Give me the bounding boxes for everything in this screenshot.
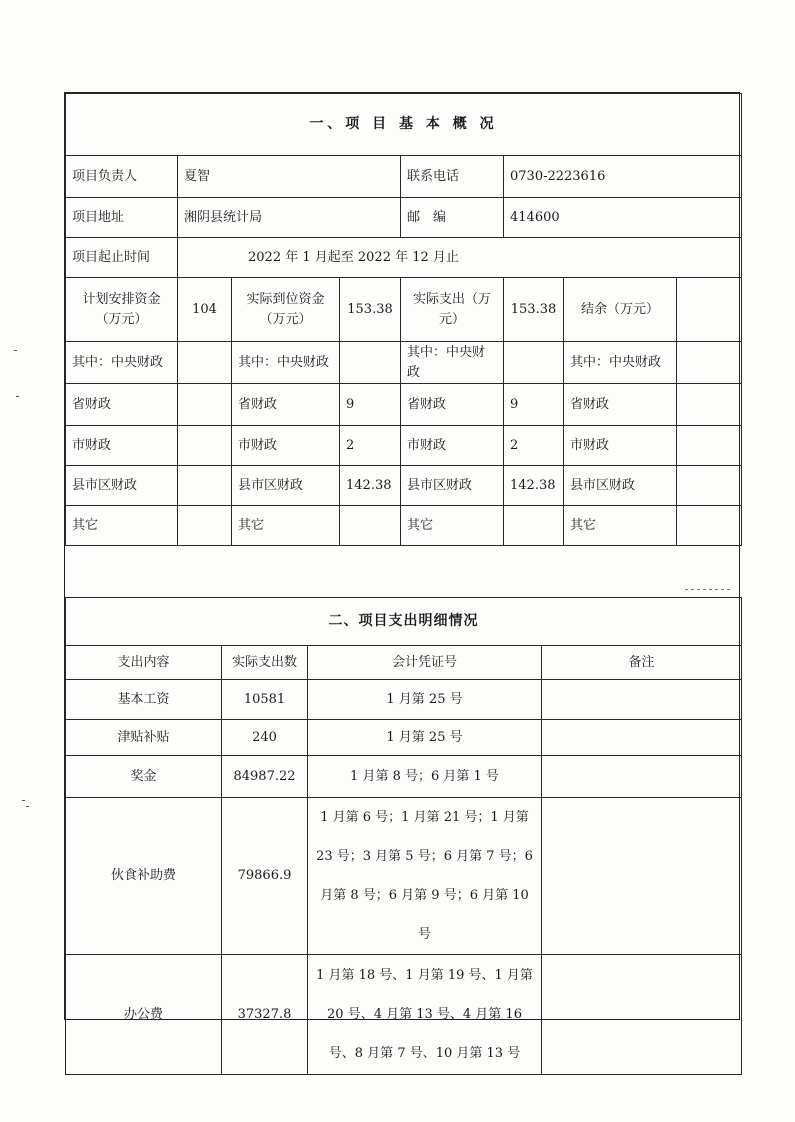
spend-label: 县市区财政 bbox=[401, 466, 504, 506]
spend-label: 省财政 bbox=[401, 384, 504, 426]
bal-cell bbox=[677, 426, 742, 466]
fund-row bbox=[66, 342, 742, 384]
expense-item: 津贴补贴 bbox=[66, 720, 222, 756]
expense-item: 奖金 bbox=[66, 756, 222, 798]
phone-label: 联系电话 bbox=[401, 156, 504, 198]
phone-value: 0730-2223616 bbox=[504, 156, 742, 198]
expense-note bbox=[542, 680, 742, 720]
actual-spend-value: 153.38 bbox=[504, 278, 564, 342]
table-row bbox=[66, 798, 742, 955]
expense-voucher: 1 月第 25 号 bbox=[308, 680, 542, 720]
bal-label: 市财政 bbox=[564, 426, 677, 466]
planned-funds-label: 计划安排资金（万元） bbox=[66, 278, 178, 342]
table-row bbox=[66, 955, 742, 1075]
bal-label: 其它 bbox=[564, 506, 677, 546]
planned-cell bbox=[178, 506, 232, 546]
scan-speck bbox=[22, 800, 25, 801]
expense-amount: 84987.22 bbox=[222, 756, 308, 798]
project-leader-value: 夏智 bbox=[178, 156, 401, 198]
expense-amount: 37327.8 bbox=[222, 955, 308, 1075]
recv-label: 市财政 bbox=[232, 426, 340, 466]
planned-cell bbox=[178, 426, 232, 466]
scan-speck bbox=[26, 806, 29, 807]
recv-cell bbox=[340, 342, 401, 384]
row-label: 省财政 bbox=[66, 384, 178, 426]
scan-speck bbox=[16, 396, 19, 397]
row-label: 县市区财政 bbox=[66, 466, 178, 506]
section2-title: 二、项目支出明细情况 bbox=[66, 598, 742, 646]
planned-funds-value: 104 bbox=[178, 278, 232, 342]
row-label: 其中：中央财政 bbox=[66, 342, 178, 384]
bal-cell bbox=[677, 506, 742, 546]
expense-item: 伙食补助费 bbox=[66, 798, 222, 955]
spend-cell: 142.38 bbox=[504, 466, 564, 506]
table-row bbox=[66, 756, 742, 798]
bal-cell bbox=[677, 466, 742, 506]
recv-label: 其中：中央财政 bbox=[232, 342, 340, 384]
postcode-label: 邮 编 bbox=[401, 198, 504, 238]
postcode-value: 414600 bbox=[504, 198, 742, 238]
recv-cell bbox=[340, 506, 401, 546]
expense-note bbox=[542, 756, 742, 798]
spend-label: 市财政 bbox=[401, 426, 504, 466]
col-header-amount: 实际支出数 bbox=[222, 646, 308, 680]
table-header bbox=[66, 646, 742, 680]
recv-label: 省财政 bbox=[232, 384, 340, 426]
address-label: 项目地址 bbox=[66, 198, 178, 238]
project-leader-label: 项目负责人 bbox=[66, 156, 178, 198]
expense-note bbox=[542, 798, 742, 955]
recv-cell: 9 bbox=[340, 384, 401, 426]
expense-item: 办公费 bbox=[66, 955, 222, 1075]
spend-cell: 2 bbox=[504, 426, 564, 466]
scan-dash-mark bbox=[685, 589, 733, 590]
expense-note bbox=[542, 720, 742, 756]
recv-label: 其它 bbox=[232, 506, 340, 546]
fund-row bbox=[66, 466, 742, 506]
spend-label: 其中：中央财政 bbox=[401, 342, 504, 384]
expense-voucher: 1 月第 8 号；6 月第 1 号 bbox=[308, 756, 542, 798]
fund-row bbox=[66, 506, 742, 546]
section1-title: 一、项 目 基 本 概 况 bbox=[66, 94, 742, 156]
scan-speck bbox=[14, 350, 17, 351]
recv-cell: 2 bbox=[340, 426, 401, 466]
period-label: 项目起止时间 bbox=[66, 238, 178, 278]
col-header-item: 支出内容 bbox=[66, 646, 222, 680]
row-label: 其它 bbox=[66, 506, 178, 546]
expense-amount: 79866.9 bbox=[222, 798, 308, 955]
fund-row bbox=[66, 426, 742, 466]
planned-cell bbox=[178, 384, 232, 426]
expense-detail-table bbox=[65, 597, 742, 1075]
spend-cell bbox=[504, 506, 564, 546]
planned-cell bbox=[178, 342, 232, 384]
bal-label: 省财政 bbox=[564, 384, 677, 426]
expense-voucher: 1 月第 18 号、1 月第 19 号、1 月第 20 号、4 月第 13 号、4 月第 16 号、8 月第 7 号、10 月第 13 号 bbox=[308, 955, 542, 1075]
table-row bbox=[66, 680, 742, 720]
expense-amount: 10581 bbox=[222, 680, 308, 720]
row-label: 市财政 bbox=[66, 426, 178, 466]
actual-spend-label: 实际支出（万元） bbox=[401, 278, 504, 342]
address-value: 湘阴县统计局 bbox=[178, 198, 401, 238]
recv-label: 县市区财政 bbox=[232, 466, 340, 506]
col-header-voucher: 会计凭证号 bbox=[308, 646, 542, 680]
col-header-note: 备注 bbox=[542, 646, 742, 680]
expense-item: 基本工资 bbox=[66, 680, 222, 720]
table-row bbox=[66, 720, 742, 756]
bal-label: 其中：中央财政 bbox=[564, 342, 677, 384]
basic-info-table bbox=[65, 93, 742, 546]
project-form bbox=[64, 92, 740, 1061]
spend-cell bbox=[504, 342, 564, 384]
received-funds-label: 实际到位资金（万元） bbox=[232, 278, 340, 342]
period-value: 2022 年 1 月起至 2022 年 12 月止 bbox=[178, 238, 742, 278]
bal-label: 县市区财政 bbox=[564, 466, 677, 506]
balance-label: 结余（万元） bbox=[564, 278, 677, 342]
expense-note bbox=[542, 955, 742, 1075]
expense-voucher: 1 月第 6 号；1 月第 21 号；1 月第 23 号；3 月第 5 号；6 月第 7 号；6 月第 8 号；6 月第 9 号；6 月第 10 号 bbox=[308, 798, 542, 955]
recv-cell: 142.38 bbox=[340, 466, 401, 506]
fund-row bbox=[66, 384, 742, 426]
received-funds-value: 153.38 bbox=[340, 278, 401, 342]
bal-cell bbox=[677, 342, 742, 384]
spend-label: 其它 bbox=[401, 506, 504, 546]
spend-cell: 9 bbox=[504, 384, 564, 426]
planned-cell bbox=[178, 466, 232, 506]
expense-amount: 240 bbox=[222, 720, 308, 756]
bal-cell bbox=[677, 384, 742, 426]
expense-voucher: 1 月第 25 号 bbox=[308, 720, 542, 756]
balance-value bbox=[677, 278, 742, 342]
